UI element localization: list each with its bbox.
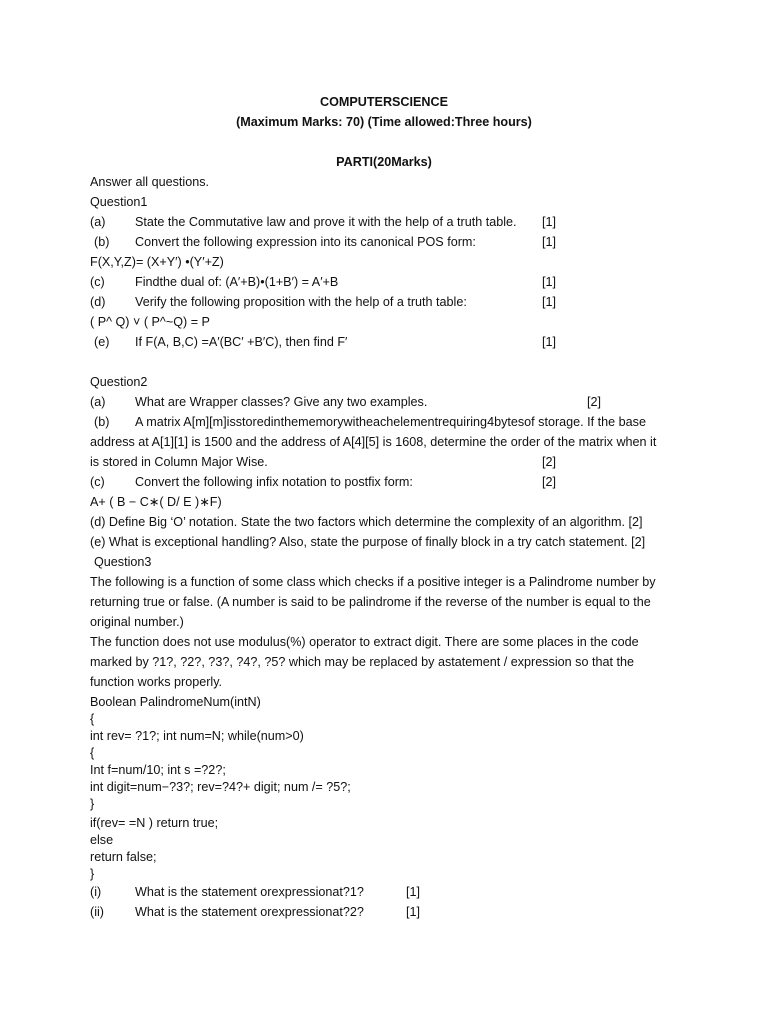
- q2c-label: (c): [90, 475, 105, 489]
- q2b-text-line2: address at A[1][1] is 1500 and the address of A[4][5] is 1608, determine the order of the matrix when it: [90, 435, 657, 449]
- q2a-label: (a): [90, 395, 106, 409]
- q1b-label: (b): [94, 235, 110, 249]
- q3i-text: What is the statement orexpressionat?1?: [135, 885, 364, 899]
- code-line: int rev= ?1?; int num=N; while(num>0): [90, 729, 304, 743]
- q3-para1-line1: The following is a function of some class which checks if a positive integer is a Palindrome number by: [90, 575, 656, 589]
- question2-heading: Question2: [90, 375, 148, 389]
- code-line: }: [90, 797, 95, 811]
- q3i-marks: [1]: [406, 885, 421, 899]
- q2c-expression: A+ ( B − C∗( D/ E )∗F): [90, 495, 222, 509]
- q3-para2-line1: The function does not use modulus(%) operator to extract digit. There are some places in the code: [90, 635, 639, 649]
- q2a-marks: [2]: [587, 395, 602, 409]
- q1b-expression: F(X,Y,Z)= (X+Y′) •(Y′+Z): [90, 255, 224, 269]
- exam-subtitle: (Maximum Marks: 70) (Time allowed:Three hours): [236, 115, 532, 129]
- q1b-marks: [1]: [542, 235, 557, 249]
- q2b-marks: [2]: [542, 455, 557, 469]
- q1c-marks: [1]: [542, 275, 557, 289]
- code-line: else: [90, 833, 114, 847]
- q3-para2-line2: marked by ?1?, ?2?, ?3?, ?4?, ?5? which may be replaced by astatement / expression so that the: [90, 655, 634, 669]
- q1e-text: If F(A, B,C) =A′(BC′ +B′C), then find F′: [135, 335, 348, 349]
- q1a-marks: [1]: [542, 215, 557, 229]
- instructions: Answer all questions.: [90, 175, 210, 189]
- code-line: return false;: [90, 850, 157, 864]
- q1d-expression: ( P^ Q) ˅ ( P^~Q) = P: [90, 315, 210, 329]
- code-line: Int f=num/10; int s =?2?;: [90, 763, 226, 777]
- question3-heading: Question3: [94, 555, 152, 569]
- q2c-text: Convert the following infix notation to postfix form:: [135, 475, 413, 489]
- q1a-label: (a): [90, 215, 106, 229]
- q2b-text-line1: A matrix A[m][m]isstoredinthememorywitheachelementrequiring4bytesof storage. If the base: [135, 415, 646, 429]
- code-line: if(rev= =N ) return true;: [90, 816, 219, 830]
- q2c-marks: [2]: [542, 475, 557, 489]
- q1d-label: (d): [90, 295, 106, 309]
- q3-para1-line2: returning true or false. (A number is said to be palindrome if the reverse of the number is equal to the: [90, 595, 651, 609]
- code-line: Boolean PalindromeNum(intN): [90, 695, 261, 709]
- q1c-label: (c): [90, 275, 105, 289]
- q2e-text: (e) What is exceptional handling? Also, state the purpose of finally block in a try catch statement. [2]: [90, 535, 646, 549]
- code-line: }: [90, 867, 95, 881]
- exam-title: COMPUTERSCIENCE: [319, 95, 449, 109]
- q2b-text-line3: is stored in Column Major Wise.: [90, 455, 268, 469]
- q3-para2-line3: function works properly.: [90, 675, 223, 689]
- q1c-text: Findthe dual of: (A′+B)•(1+B′) = A′+B: [135, 275, 339, 289]
- q1e-label: (e): [94, 335, 110, 349]
- q1a-text: State the Commutative law and prove it with the help of a truth table.: [135, 215, 517, 229]
- q1e-marks: [1]: [542, 335, 557, 349]
- part-heading: PARTI(20Marks): [336, 155, 432, 169]
- q1d-text: Verify the following proposition with the help of a truth table:: [135, 295, 467, 309]
- q3-para1-line3: original number.): [90, 615, 184, 629]
- q1b-text: Convert the following expression into its canonical POS form:: [135, 235, 476, 249]
- question1-heading: Question1: [90, 195, 148, 209]
- q1d-marks: [1]: [542, 295, 557, 309]
- code-line: {: [90, 712, 95, 726]
- q3ii-label: (ii): [90, 905, 104, 919]
- q2a-text: What are Wrapper classes? Give any two examples.: [135, 395, 428, 409]
- q3i-label: (i): [90, 885, 102, 899]
- q3ii-text: What is the statement orexpressionat?2?: [135, 905, 364, 919]
- q2b-label: (b): [94, 415, 110, 429]
- code-line: int digit=num−?3?; rev=?4?+ digit; num /= ?5?;: [90, 780, 351, 794]
- q3ii-marks: [1]: [406, 905, 421, 919]
- q2d-text: (d) Define Big ‘O’ notation. State the two factors which determine the complexity of an algorithm. [2]: [90, 515, 643, 529]
- code-line: {: [90, 746, 95, 760]
